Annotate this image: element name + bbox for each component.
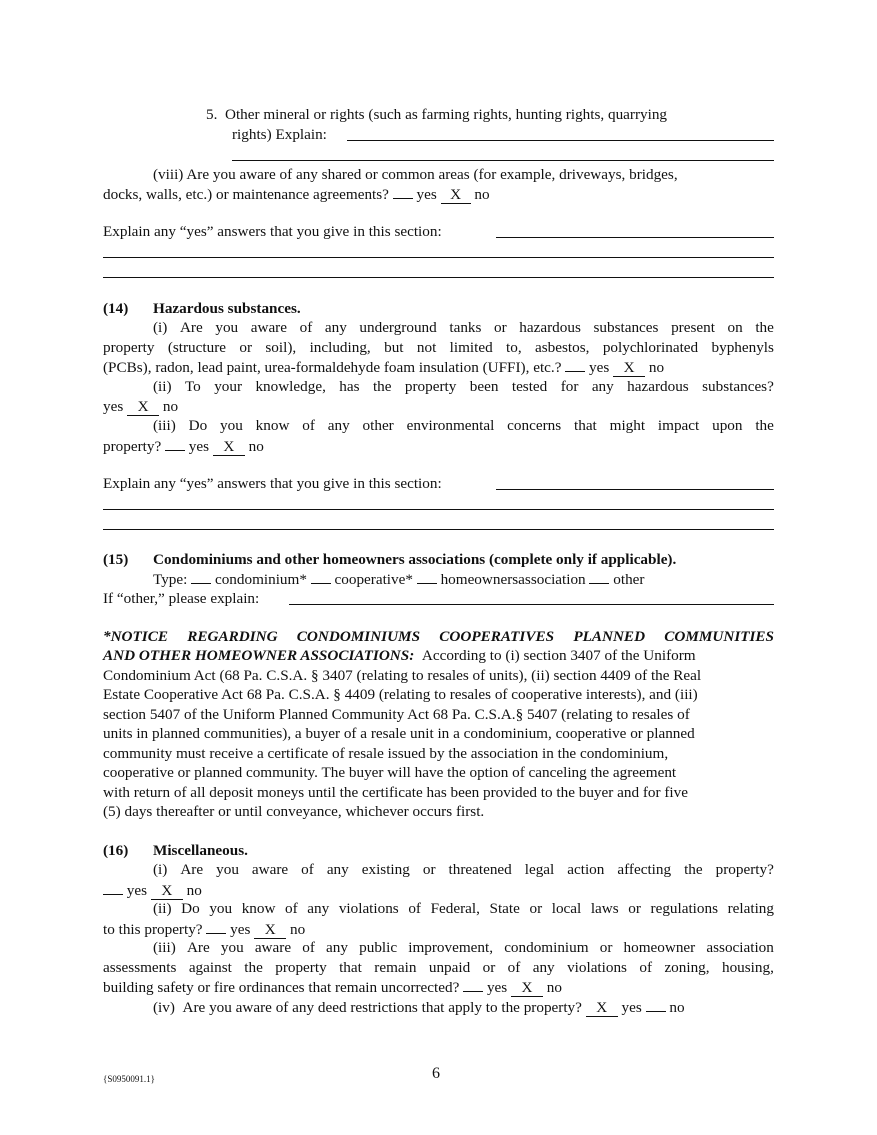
text-run: no: [186, 882, 202, 899]
word: of: [302, 939, 315, 956]
viii-yes-blank[interactable]: [393, 184, 413, 199]
word: environmental: [406, 417, 495, 434]
notice-line2: [103, 646, 696, 665]
word: (ii): [153, 378, 172, 395]
s14-ii-line2: [103, 397, 178, 416]
s15-number: (15): [103, 551, 129, 568]
word: of: [302, 417, 315, 434]
word: (i): [153, 319, 168, 336]
s14-number: (14): [103, 300, 129, 317]
notice-heading-line1: [103, 627, 774, 646]
word: aware: [250, 319, 287, 336]
word: zoning,: [664, 959, 710, 976]
s16-i-line1: [153, 860, 774, 879]
word: Are: [186, 939, 210, 956]
page-number: 6: [432, 1065, 440, 1082]
word: aware: [254, 939, 292, 956]
text-run: other: [613, 571, 645, 588]
s15-other-explain-label: If “other,” please explain:: [103, 590, 260, 607]
word: for: [560, 378, 579, 395]
s14-i-line3: [103, 357, 664, 377]
text-run: no: [648, 359, 665, 376]
word: To: [184, 378, 201, 395]
s13-explain-line-1[interactable]: [496, 237, 774, 238]
text-run: yes: [188, 438, 210, 455]
s16-iii-line3: [103, 977, 562, 997]
s14-explain-label: Explain any “yes” answers that you give in this section:: [103, 475, 442, 492]
text-run: yes: [126, 882, 148, 899]
word: existing: [361, 861, 410, 878]
s13-explain-line-2[interactable]: [103, 257, 774, 258]
notice-line7: community must receive a certificate of resale issued by the association in the condominium,: [103, 745, 669, 762]
word: regulations: [650, 900, 718, 917]
s16-title: Miscellaneous.: [153, 842, 248, 859]
text-run: condominium*: [214, 571, 307, 588]
word: or: [494, 319, 507, 336]
word: property: [275, 959, 327, 976]
word: the: [244, 959, 263, 976]
word: unpaid: [428, 959, 471, 976]
notice-line6: units in planned communities), a buyer of a resale unit in a condominium, cooperative or planned: [103, 725, 695, 742]
word: affecting: [617, 861, 672, 878]
text-run: no: [669, 999, 685, 1016]
word: the: [755, 319, 774, 336]
text-run: yes: [416, 186, 437, 203]
word: CONDOMINIUMS: [296, 628, 421, 645]
word: you: [215, 319, 239, 336]
s15-type-line: [153, 569, 644, 589]
word: of: [507, 959, 521, 976]
word: byphenyls: [711, 339, 774, 356]
word: of: [639, 959, 653, 976]
word: property: [103, 339, 155, 356]
text-run: no: [162, 398, 179, 415]
word: of: [408, 900, 421, 917]
text-run: yes: [621, 999, 642, 1016]
word: to,: [506, 339, 522, 356]
word: laws: [590, 900, 619, 917]
word: know: [255, 417, 290, 434]
word: Federal,: [430, 900, 480, 917]
s14-i-line2: [103, 338, 774, 357]
notice-heading-line2: AND OTHER HOMEOWNER ASSOCIATIONS:: [103, 647, 415, 664]
word: substances?: [702, 378, 774, 395]
s13-explain-label: Explain any “yes” answers that you give in this section:: [103, 223, 442, 240]
word: legal: [524, 861, 555, 878]
s16-iii-no-mark[interactable]: X: [511, 980, 543, 997]
word: action: [567, 861, 605, 878]
s16-i-no-mark[interactable]: X: [151, 883, 183, 900]
word: or: [628, 900, 641, 917]
word: against: [188, 959, 232, 976]
word: assessments: [103, 959, 177, 976]
word: polychlorinated: [602, 339, 699, 356]
text-run: yes: [103, 398, 124, 415]
word: COOPERATIVES: [439, 628, 555, 645]
word: present: [671, 319, 715, 336]
s14-explain-line-3[interactable]: [103, 529, 774, 530]
word: State: [489, 900, 520, 917]
s14-iii-no-mark[interactable]: X: [213, 439, 245, 456]
s16-iii-line1: [153, 938, 774, 957]
word: underground: [359, 319, 437, 336]
s16-ii-no-mark[interactable]: X: [254, 922, 286, 939]
word: soil),: [265, 339, 297, 356]
word: knowledge,: [255, 378, 326, 395]
text-run: to this property?: [103, 921, 203, 938]
s14-ii-yes-mark[interactable]: X: [127, 399, 159, 416]
s14-i-yes-blank[interactable]: [565, 357, 585, 372]
s14-ii-line1: [153, 377, 774, 396]
notice-line3: Condominium Act (68 Pa. C.S.A. § 3407 (relating to resales of units), (ii) section 4409 of the Real: [103, 667, 702, 684]
notice-line5: section 5407 of the Uniform Planned Community Act 68 Pa. C.S.A.§ 5407 (relating to resales of: [103, 706, 690, 723]
word: on: [727, 319, 743, 336]
word: (iii): [153, 417, 176, 434]
word: you: [209, 900, 233, 917]
word: Do: [181, 900, 200, 917]
viii-line1: (viii) Are you aware of any shared or common areas (for example, driveways, bridges,: [153, 166, 678, 183]
text-run: cooperative*: [334, 571, 413, 588]
text-run: yes: [486, 979, 508, 996]
viii-line2: [103, 184, 490, 204]
text-run: docks, walls, etc.) or maintenance agreements?: [103, 186, 389, 203]
word: housing,: [721, 959, 774, 976]
text-run: According to (i) section 3407 of the Uniform: [421, 647, 696, 664]
word: of: [285, 900, 298, 917]
text-run: property?: [103, 438, 162, 455]
word: substances: [593, 319, 659, 336]
word: or: [599, 939, 613, 956]
s15-condominium-blank[interactable]: [191, 569, 211, 584]
s14-iii-line2: [103, 436, 264, 456]
word: limited: [449, 339, 493, 356]
word: hazardous: [627, 378, 689, 395]
word: any: [326, 939, 348, 956]
text-run: yes: [589, 359, 610, 376]
word: condominium: [504, 939, 589, 956]
s15-title: Condominiums and other homeowners associations (complete only if applicable).: [153, 551, 677, 568]
s14-iii-yes-blank[interactable]: [165, 436, 185, 451]
word: Are: [179, 319, 203, 336]
s16-iv-line: [153, 997, 685, 1017]
word: concerns: [507, 417, 562, 434]
word: the: [684, 861, 703, 878]
text-run: (PCBs), radon, lead paint, urea-formaldehyde foam insulation (UFFI), etc.?: [103, 359, 562, 376]
word: PLANNED: [573, 628, 646, 645]
viii-no-mark[interactable]: X: [441, 187, 471, 204]
word: been: [469, 378, 499, 395]
s15-other-blank[interactable]: [589, 569, 609, 584]
word: Do: [188, 417, 208, 434]
text-run: no: [474, 186, 490, 203]
word: any: [327, 417, 350, 434]
s16-i-line2: [103, 880, 202, 900]
word: but: [384, 339, 404, 356]
document-id: {S0950091.1}: [103, 1074, 155, 1084]
text-run: building safety or fire ordinances that remain uncorrected?: [103, 979, 460, 996]
word: (structure: [167, 339, 227, 356]
s14-i-no-mark[interactable]: X: [613, 360, 645, 377]
word: homeowner: [623, 939, 696, 956]
word: the: [755, 417, 774, 434]
item5-line2: [232, 125, 327, 144]
word: any: [326, 861, 349, 878]
s15-other-explain-line[interactable]: [289, 604, 774, 605]
s13-explain-line-3[interactable]: [103, 277, 774, 278]
word: that: [574, 417, 597, 434]
word: or: [482, 959, 496, 976]
word: that: [339, 959, 362, 976]
notice-line4: Estate Cooperative Act 68 Pa. C.S.A. § 4409 (relating to resales of cooperative interests), and (iii): [103, 686, 698, 703]
word: of: [299, 319, 313, 336]
s14-title: Hazardous substances.: [153, 300, 301, 317]
text-run: no: [289, 921, 306, 938]
word: violations: [567, 959, 627, 976]
word: other: [362, 417, 394, 434]
word: not: [416, 339, 437, 356]
word: public: [359, 939, 398, 956]
word: impact: [657, 417, 700, 434]
word: local: [551, 900, 582, 917]
word: you: [216, 861, 239, 878]
word: aware: [251, 861, 289, 878]
s16-iv-no-blank[interactable]: [646, 997, 666, 1012]
word: violations: [338, 900, 399, 917]
item5-explain-label: rights) Explain:: [232, 126, 327, 143]
notice-line8: cooperative or planned community. The buyer will have the option of canceling the agreement: [103, 764, 677, 781]
s15-hoa-blank[interactable]: [417, 569, 437, 584]
s16-iv-yes-mark[interactable]: X: [586, 1000, 618, 1017]
item5-line1: 5. Other mineral or rights (such as farming rights, hunting rights, quarrying: [206, 106, 668, 123]
s16-i-yes-blank[interactable]: [103, 880, 123, 895]
text-run: no: [248, 438, 264, 455]
s16-iii-yes-blank[interactable]: [463, 977, 483, 992]
word: has: [339, 378, 360, 395]
word: any: [532, 959, 555, 976]
s16-ii-line2: [103, 919, 305, 939]
word: tested: [511, 378, 548, 395]
word: of: [301, 861, 314, 878]
word: threatened: [448, 861, 512, 878]
word: association: [706, 939, 774, 956]
word: *NOTICE: [103, 628, 168, 645]
word: your: [214, 378, 243, 395]
word: you: [220, 417, 243, 434]
s16-ii-yes-blank[interactable]: [206, 919, 226, 934]
word: or: [529, 900, 543, 917]
word: might: [609, 417, 646, 434]
word: (i): [153, 861, 168, 878]
word: or: [422, 861, 436, 878]
word: hazardous: [519, 319, 581, 336]
word: any: [324, 319, 347, 336]
s16-iii-line2: [103, 958, 774, 977]
word: any: [307, 900, 330, 917]
word: including,: [309, 339, 371, 356]
word: asbestos,: [535, 339, 590, 356]
notice-line9: with return of all deposit moneys until the certificate has been provided to the buyer and for five: [103, 784, 688, 801]
word: property: [404, 378, 457, 395]
item5-explain-line-1[interactable]: [347, 140, 774, 141]
s14-i-line1: [153, 318, 774, 337]
text-run: (iv) Are you aware of any deed restrictions that apply to the property?: [153, 999, 582, 1016]
word: the: [372, 378, 392, 395]
word: you: [220, 939, 244, 956]
word: REGARDING: [187, 628, 278, 645]
s16-number: (16): [103, 842, 129, 859]
word: (iii): [153, 939, 176, 956]
word: any: [591, 378, 614, 395]
text-run: no: [546, 979, 562, 996]
word: improvement,: [408, 939, 494, 956]
word: property?: [715, 861, 774, 878]
s14-iii-line1: [153, 416, 774, 435]
s16-ii-line1: [153, 899, 774, 918]
s15-cooperative-blank[interactable]: [311, 569, 331, 584]
item5-explain-line-2[interactable]: [232, 160, 774, 161]
text-run: Type:: [153, 571, 188, 588]
word: COMMUNITIES: [664, 628, 774, 645]
notice-line10: (5) days thereafter or until conveyance, whichever occurs first.: [103, 803, 485, 820]
word: or: [239, 339, 253, 356]
s14-explain-line-2[interactable]: [103, 509, 774, 510]
word: upon: [712, 417, 743, 434]
word: Are: [180, 861, 204, 878]
word: relating: [727, 900, 774, 917]
word: know: [241, 900, 276, 917]
word: (ii): [153, 900, 172, 917]
s14-explain-line-1[interactable]: [496, 489, 774, 490]
text-run: homeownersassociation: [440, 571, 586, 588]
text-run: yes: [230, 921, 251, 938]
word: tanks: [449, 319, 482, 336]
word: remain: [374, 959, 417, 976]
